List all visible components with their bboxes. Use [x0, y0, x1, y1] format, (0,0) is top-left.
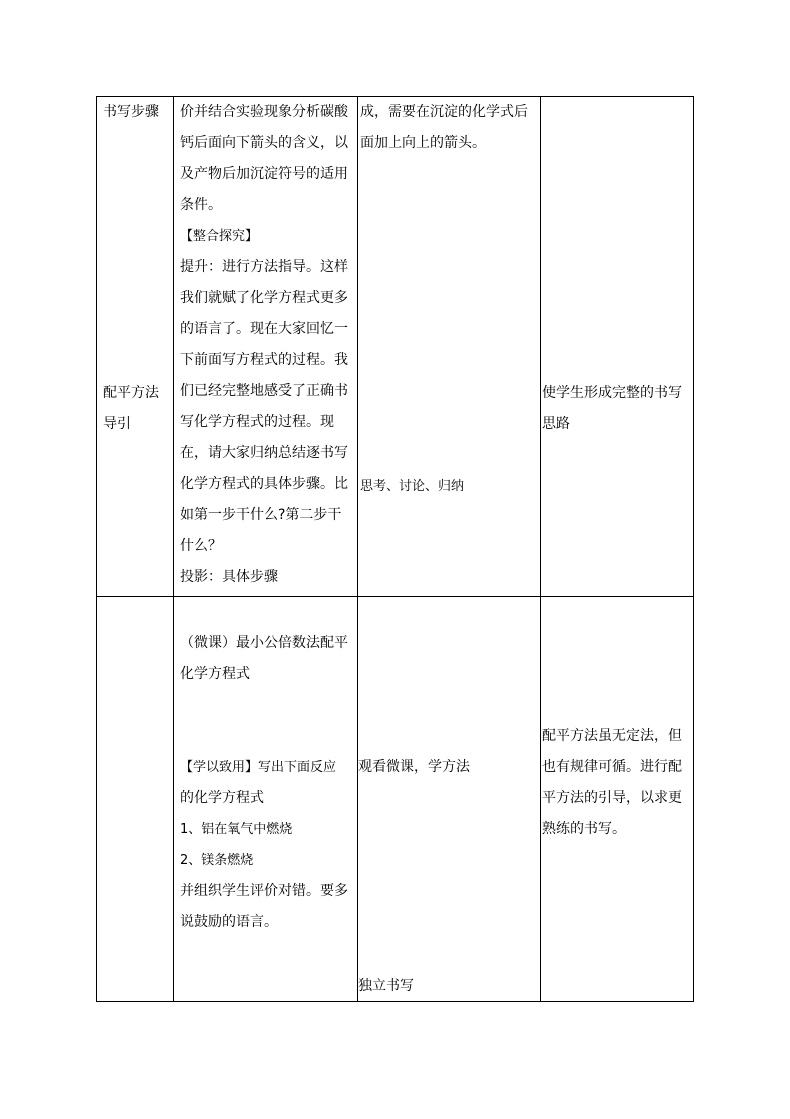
student-activity: 独立书写	[358, 978, 414, 994]
student-activity: 观看微课，学方法	[358, 759, 470, 775]
text-line: 2、镁条燃烧	[180, 853, 254, 868]
text-line: 使学生形成完整的书写	[542, 385, 682, 401]
text-line: 【整合探究】	[180, 229, 259, 244]
row1-col3-bottom	[360, 471, 464, 502]
text-line: 并组织学生评价对错。要多	[180, 883, 348, 899]
text-line: 说鼓励的语言。	[180, 914, 278, 930]
text-line: 成，需要在沉淀的化学式后	[360, 104, 528, 120]
text-line: 平方法的引导，以求更	[542, 790, 682, 806]
text-line: 钙后面向下箭头的含义，以	[180, 135, 348, 151]
method-label-line: 配平方法	[103, 385, 159, 401]
text-line: 什么？	[180, 538, 222, 554]
text-line: 【学以致用】写出下面反应	[180, 760, 337, 775]
column-divider-3	[540, 96, 541, 1002]
text-line: 写化学方程式的过程。现	[180, 414, 334, 430]
method-label-line: 导引	[103, 416, 131, 432]
text-line: 我们就赋了化学方程式更多	[180, 290, 348, 306]
step-label: 书写步骤	[103, 104, 159, 120]
text-line: 下前面写方程式的过程。我	[180, 352, 348, 368]
text-line: 面加上向上的箭头。	[360, 135, 486, 151]
text-line: 价并结合实验现象分析碳酸	[180, 104, 348, 120]
table-right-border	[693, 96, 694, 1002]
text-line: 化学方程式的具体步骤。比	[180, 476, 348, 492]
text-line: 在，请大家归纳总结逐书写	[180, 445, 348, 461]
row1-col2-teacher-activity	[180, 97, 348, 593]
text-line: 的化学方程式	[180, 790, 264, 806]
text-line: 思路	[542, 416, 570, 432]
text-line: 也有规律可循。进行配	[542, 759, 682, 775]
text-line: 熟练的书写。	[542, 821, 626, 837]
row2-col4-intent	[542, 721, 682, 845]
row1-col3-top	[360, 97, 528, 159]
student-activity: 思考、讨论、归纳	[360, 479, 465, 494]
text-line: 投影：具体步骤	[180, 569, 278, 585]
row2-col3-top	[358, 752, 470, 783]
row1-col1-top	[103, 97, 159, 128]
text-line: 及产物后加沉淀符号的适用	[180, 166, 348, 182]
row2-col2-top	[180, 628, 348, 690]
text-line: （微课）最小公倍数法配平	[180, 635, 348, 651]
text-line: 提升：进行方法指导。这样	[180, 259, 348, 275]
text-line: 们已经完整地感受了正确书	[180, 383, 348, 399]
row1-col4-intent	[542, 378, 682, 440]
text-line: 1、铝在氧气中燃烧	[180, 822, 293, 837]
text-line: 条件。	[180, 197, 222, 213]
text-line: 配平方法虽无定法，但	[542, 728, 682, 744]
column-divider-1	[173, 96, 174, 1002]
row2-col3-bottom	[358, 971, 414, 1002]
text-line: 如第一步干什么?第二步干	[180, 507, 342, 523]
table-left-border	[96, 96, 97, 1002]
row-divider	[96, 596, 694, 597]
row2-col2-bottom	[180, 752, 348, 938]
row1-col1-bottom	[103, 378, 159, 440]
text-line: 的语言了。现在大家回忆一	[180, 321, 348, 337]
text-line: 化学方程式	[180, 666, 250, 682]
column-divider-2	[357, 96, 358, 1002]
